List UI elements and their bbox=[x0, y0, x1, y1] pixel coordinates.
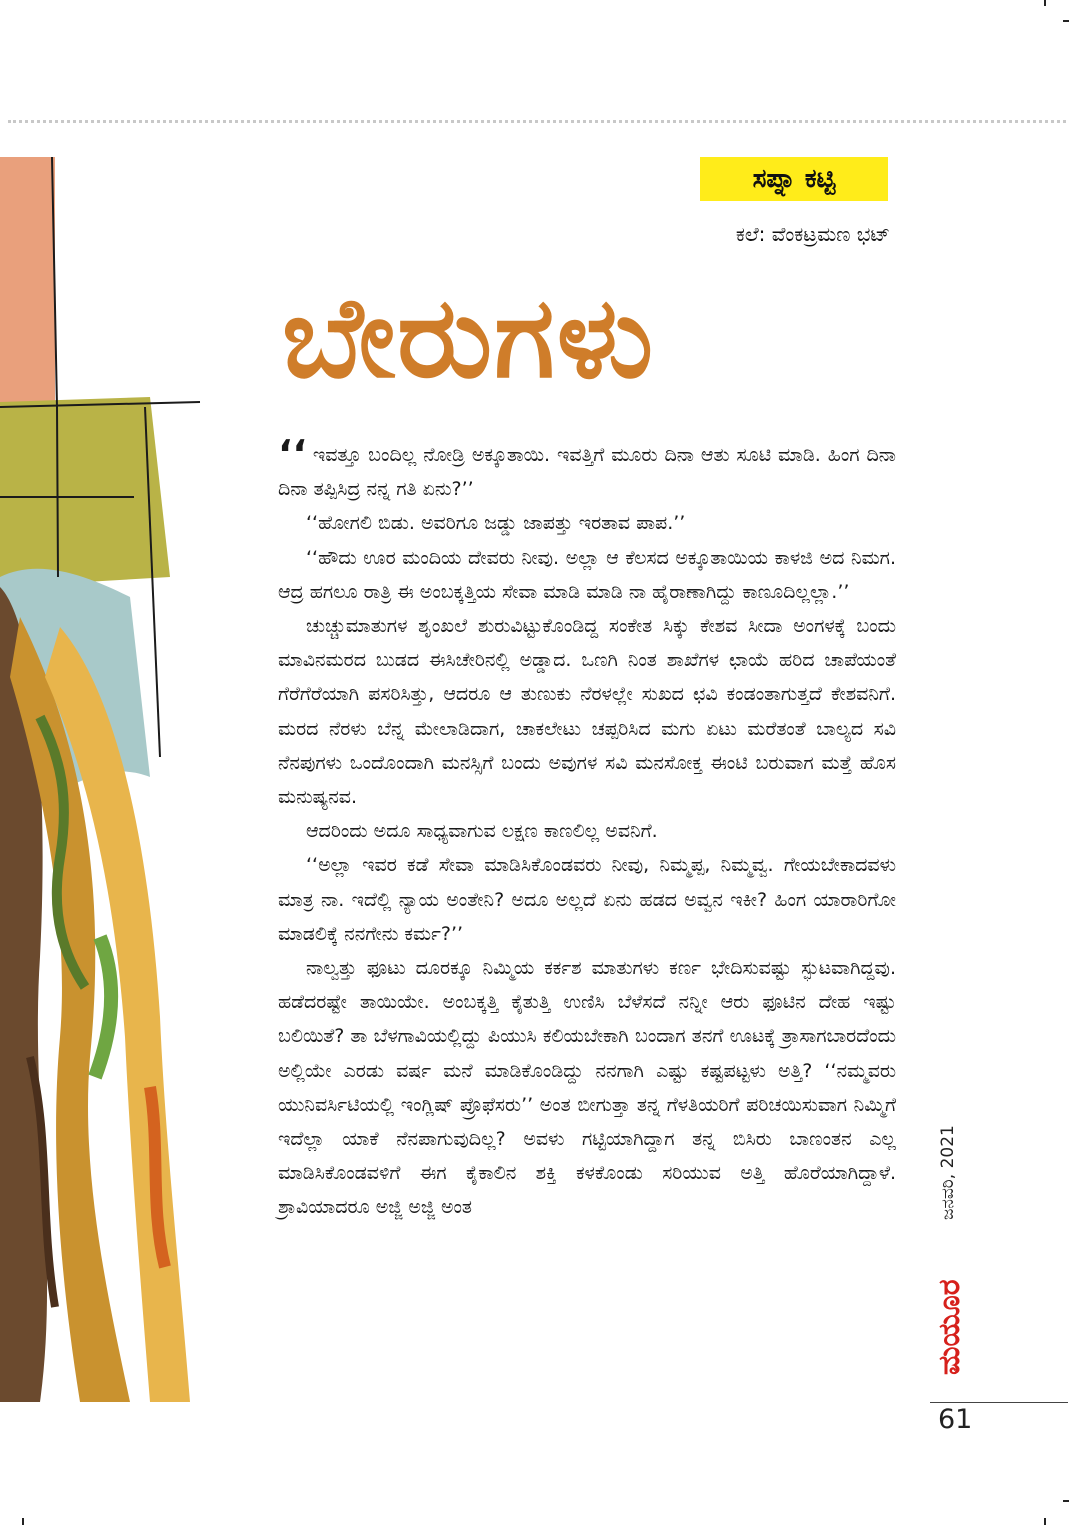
magazine-logo: ಮಯೂರ bbox=[932, 1279, 967, 1375]
crop-mark bbox=[1044, 0, 1046, 6]
header-divider bbox=[8, 120, 1066, 123]
paragraph: ‘‘ಹೌದು ಊರ ಮಂದಿಯ ದೇವರು ನೀವು. ಅಲ್ಲಾ ಆ ಕೆಲಸದ ಅಕ್ಕೂತಾಯಿಯ ಕಾಳಜಿ ಅದ ನಿಮಗ. ಆದ್ರ ಹಗಲೂ ರಾತ್ರಿ ಈ ಅಂಬಕ್ಕತ್ತಿಯ ಸೇವಾ ಮಾಡಿ ಮಾಡಿ ನಾ ಹೈರಾಣಾಗಿದ್ದು ಕಾಣೂದಿಲ್ಲಲ್ಲಾ.’’ bbox=[278, 546, 896, 603]
page-number-rule bbox=[930, 1402, 1068, 1403]
paragraph: ಆದರಿಂದು ಅದೂ ಸಾಧ್ಯವಾಗುವ ಲಕ್ಷಣ ಕಾಣಲಿಲ್ಲ ಅವನಿಗೆ. bbox=[306, 820, 658, 843]
article-title: ಬೇರುಗಳು bbox=[282, 273, 656, 403]
page-number: 61 bbox=[938, 1404, 973, 1435]
opening-quote: ‘‘ bbox=[278, 432, 307, 476]
crop-mark bbox=[22, 1518, 24, 1525]
author-name: ಸಪ್ನಾ ಕಟ್ಟಿ bbox=[700, 157, 888, 201]
crop-mark bbox=[1044, 1518, 1046, 1525]
illustration-credit: ಕಲೆ: ವೆಂಕಟ್ರಮಣ ಭಟ್ bbox=[735, 222, 890, 246]
issue-date: ಜನವರಿ, 2021 bbox=[938, 1125, 958, 1220]
paragraph: ‘‘ ಇವತ್ತೂ ಬಂದಿಲ್ಲ ನೋಡ್ರಿ ಅಕ್ಕೂತಾಯಿ. ಇವತ್ತಿಗೆ ಮೂರು ದಿನಾ ಆತು ಸೂಟಿ ಮಾಡಿ. ಹಿಂಗ ದಿನಾ ದಿನಾ ತಪ್ಪಿಸಿದ್ರ ನನ್ನ ಗತಿ ಏನು?’’ bbox=[278, 432, 896, 501]
paragraph: ನಾಲ್ವತ್ತು ಫೂಟು ದೂರಕ್ಕೂ ನಿಮ್ಮಿಯ ಕರ್ಕಶ ಮಾತುಗಳು ಕರ್ಣ ಭೇದಿಸುವಷ್ಟು ಸ್ಫುಟವಾಗಿದ್ದವು. ಹಡೆದರಷ್ಟೇ ತಾಯಿಯೇ. ಅಂಬಕ್ಕತ್ತಿ ಕೈತುತ್ತಿ ಉಣಿಸಿ ಬೆಳೆಸದೆ ನನ್ನೀ ಆರು ಫೂಟಿನ ದೇಹ ಇಷ್ಟು ಬಲಿಯಿತೆ? ತಾ ಬೆಳಗಾವಿಯಲ್ಲಿದ್ದು ಪಿಯುಸಿ ಕಲಿಯಬೇಕಾಗಿ ಬಂದಾಗ ತನಗೆ ಊಟಕ್ಕೆ ತ್ರಾಸಾಗಬಾರದೆಂದು ಅಲ್ಲಿಯೇ ಎರಡು ವರ್ಷ ಮನೆ ಮಾಡಿಕೊಂಡಿದ್ದು ನನಗಾಗಿ ಎಷ್ಟು ಕಷ್ಟಪಟ್ಟಳು ಅತ್ತಿ? ‘‘ನಮ್ಮವರು ಯುನಿವರ್ಸಿಟಿಯಲ್ಲಿ ಇಂಗ್ಲಿಷ್ ಪ್ರೊಫೆಸರು’’ ಅಂತ ಬೀಗುತ್ತಾ ತನ್ನ ಗೆಳತಿಯರಿಗೆ ಪರಿಚಯಿಸುವಾಗ ನಿಮ್ಮಿಗೆ ಇದೆಲ್ಲಾ ಯಾಕೆ ನೆನಪಾಗುವುದಿಲ್ಲ? ಅವಳು ಗಟ್ಟಿಯಾಗಿದ್ದಾಗ ತನ್ನ ಬಿಸಿರು ಬಾಣಂತನ ಎಲ್ಲ ಮಾಡಿಸಿಕೊಂಡವಳಿಗೆ ಈಗ ಕೈಕಾಲಿನ ಶಕ್ತಿ ಕಳಕೊಂಡು ಸರಿಯುವ ಅತ್ತಿ ಹೊರೆಯಾಗಿದ್ದಾಳೆ. ಶ್ರಾವಿಯಾದರೂ ಅಜ್ಜಿ ಅಜ್ಜಿ ಅಂತ bbox=[278, 957, 896, 1219]
paragraph: ಚುಚ್ಚುಮಾತುಗಳ ಶೃಂಖಲೆ ಶುರುವಿಟ್ಟುಕೊಂಡಿದ್ದ ಸಂಕೇತ ಸಿಕ್ಕು ಕೇಶವ ಸೀದಾ ಅಂಗಳಕ್ಕೆ ಬಂದು ಮಾವಿನಮರದ ಬುಡದ ಈಸಿಚೇರಿನಲ್ಲಿ ಅಡ್ಡಾದ. ಒಣಗಿ ನಿಂತ ಶಾಖೆಗಳ ಛಾಯೆ ಹರಿದ ಚಾಪೆಯಂತೆ ಗೆರೆಗೆರೆಯಾಗಿ ಪಸರಿಸಿತ್ತು, ಆದರೂ ಆ ತುಣುಕು ನೆರಳಲ್ಲೇ ಸುಖದ ಛವಿ ಕಂಡಂತಾಗುತ್ತದೆ ಕೇಶವನಿಗೆ. ಮರದ ನೆರಳು ಬೆನ್ನ ಮೇಲಾಡಿದಾಗ, ಚಾಕಲೇಟು ಚಪ್ಪರಿಸಿದ ಮಗು ಏಟು ಮರೆತಂತೆ ಬಾಲ್ಯದ ಸವಿ ನೆನಪುಗಳು ಒಂದೊಂದಾಗಿ ಮನಸ್ಸಿಗೆ ಬಂದು ಅವುಗಳ ಸವಿ ಮನಸೋಕ್ತ ಈಂಟಿ ಬರುವಾಗ ಮತ್ತೆ ಹೊಸ ಮನುಷ್ಯನವ. bbox=[278, 615, 896, 809]
article-body bbox=[278, 432, 896, 1225]
paragraph: ‘‘ಹೋಗಲಿ ಬಿಡು. ಅವರಿಗೂ ಜಡ್ಡು ಜಾಪತ್ತು ಇರತಾವ ಪಾಪ.’’ bbox=[306, 512, 686, 535]
paragraph: ‘‘ಅಲ್ಲಾ ಇವರ ಕಡೆ ಸೇವಾ ಮಾಡಿಸಿಕೊಂಡವರು ನೀವು, ನಿಮ್ಮಪ್ಪ, ನಿಮ್ಮವ್ವ. ಗೇಯಬೇಕಾದವಳು ಮಾತ್ರ ನಾ. ಇದೆಲ್ಲಿ ನ್ಯಾಯ ಅಂತೇನಿ? ಅದೂ ಅಲ್ಲದೆ ಏನು ಹಡದ ಅವ್ವನ ಇಕೀ? ಹಿಂಗ ಯಾರಾರಿಗೋ ಮಾಡಲಿಕ್ಕೆ ನನಗೇನು ಕರ್ಮ?’’ bbox=[278, 854, 896, 945]
roots-illustration bbox=[0, 157, 205, 1402]
crop-mark bbox=[1063, 20, 1069, 22]
crop-mark bbox=[1063, 1500, 1069, 1502]
